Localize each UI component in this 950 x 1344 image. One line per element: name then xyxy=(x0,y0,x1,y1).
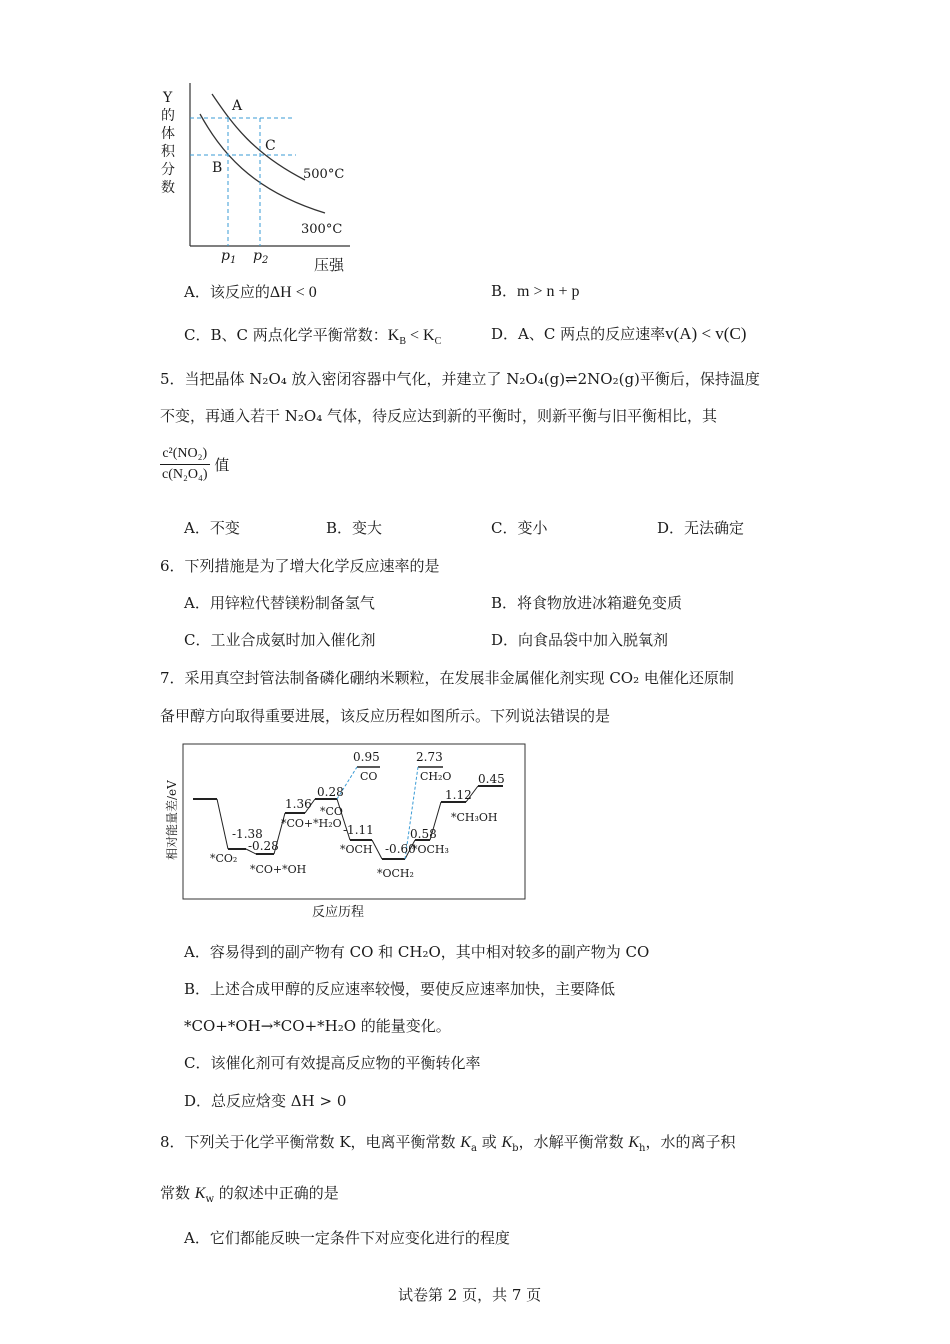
q8-option-a: A．它们都能反映一定条件下对应变化进行的程度 xyxy=(184,1229,510,1247)
point-c-label: C xyxy=(265,138,276,154)
figure-y-vs-pressure xyxy=(150,80,370,275)
tick-p2-label: $p_2$ xyxy=(253,248,269,266)
y-axis-label-6: 数 xyxy=(161,180,175,196)
q4-option-b xyxy=(491,280,580,301)
q5-fraction-denominator: c(N₂O₄) xyxy=(162,467,208,482)
species-co-gas: CO xyxy=(360,770,378,783)
y-axis-label-3: 体 xyxy=(161,126,175,142)
page-footer: 试卷第 2 页，共 7 页 xyxy=(398,1286,542,1304)
species-och2: *OCH₂ xyxy=(377,867,414,880)
energy-value-11: 0.45 xyxy=(478,772,505,786)
q5-option-b: B．变大 xyxy=(326,519,383,537)
energy-value-8: 2.73 xyxy=(416,750,443,764)
energy-y-label: 相对能量差/eV xyxy=(165,780,179,860)
q7-option-b-cont: *CO+*OH→*CO+*H₂O 的能量变化。 xyxy=(184,1017,451,1035)
species-ch2o: CH₂O xyxy=(420,770,452,783)
energy-value-7: -0.60 xyxy=(385,842,416,856)
q5-fraction-suffix: 值 xyxy=(214,456,230,474)
q5-fraction-expression xyxy=(160,446,229,483)
q6-option-c: C．工业合成氨时加入催化剂 xyxy=(184,631,376,649)
q5-stem-line1: 5．当把晶体 N₂O₄ 放入密闭容器中气化，并建立了 N₂O₄(g)⇌2NO₂(g)平衡后，保持温度 xyxy=(160,370,760,388)
q6-option-d: D．向食品袋中加入脱氧剂 xyxy=(491,631,669,649)
energy-value-2: -0.28 xyxy=(248,839,279,853)
curve-500c xyxy=(212,94,305,180)
q4-option-d-text: D．A、C 两点的反应速率 xyxy=(491,325,666,343)
species-co-h2o: *CO+*H₂O xyxy=(281,817,342,830)
q4-option-c-math: $K_B < K_C$ xyxy=(387,327,442,348)
species-ch3oh: *CH₃OH xyxy=(451,811,498,824)
y-axis-label-4: 积 xyxy=(161,144,175,160)
q4-option-a-text: A．该反应的 xyxy=(184,283,270,301)
q6-option-a: A．用锌粒代替镁粉制备氢气 xyxy=(184,594,375,612)
q4-option-d xyxy=(491,323,746,344)
y-axis-label-1: Y xyxy=(163,90,173,106)
energy-x-label: 反应历程 xyxy=(312,905,365,920)
q4-option-c-text: C．B、C 两点化学平衡常数： xyxy=(184,326,388,344)
q7-option-b: B．上述合成甲醇的反应速率较慢，要使反应速率加快，主要降低 xyxy=(184,980,616,998)
q4-option-a-math: ΔH < 0 xyxy=(269,284,317,301)
energy-value-5: 0.95 xyxy=(353,750,380,764)
y-axis-label-2: 的 xyxy=(161,108,175,124)
q4-option-d-math: v(A) < v(C) xyxy=(665,324,747,343)
q5-option-a: A．不变 xyxy=(184,519,240,537)
q5-stem-line2: 不变，再通入若干 N₂O₄ 气体，待反应达到新的平衡时，则新平衡与旧平衡相比，其 xyxy=(160,407,717,425)
q4-option-a xyxy=(184,281,317,302)
q6-option-b: B．将食物放进冰箱避免变质 xyxy=(491,594,683,612)
q7-stem-line1: 7．采用真空封管法制备磷化硼纳米颗粒，在发展非金属催化剂实现 CO₂ 电催化还原制 xyxy=(160,669,734,687)
q7-option-d: D．总反应焓变 ΔH > 0 xyxy=(184,1092,347,1110)
point-b-label: B xyxy=(212,160,223,176)
q4-option-c xyxy=(184,324,441,347)
tick-p1-label: $p_1$ xyxy=(221,248,237,266)
y-axis-label-5: 分 xyxy=(161,162,175,178)
q6-stem: 6．下列措施是为了增大化学反应速率的是 xyxy=(160,557,440,575)
q7-option-a: A．容易得到的副产物有 CO 和 CH₂O，其中相对较多的副产物为 CO xyxy=(184,943,650,961)
q4-option-b-text: B． xyxy=(491,282,518,300)
q7-stem-line2: 备甲醇方向取得重要进展，该反应历程如图所示。下列说法错误的是 xyxy=(160,707,611,725)
species-co-oh: *CO+*OH xyxy=(250,863,307,876)
energy-value-9: 0.58 xyxy=(410,827,437,841)
energy-value-3: 1.36 xyxy=(285,797,312,811)
q5-option-c: C．变小 xyxy=(491,519,548,537)
species-co-adsorbed: *CO xyxy=(320,805,343,818)
curve-300c-label: 300°C xyxy=(301,222,343,237)
species-och: *OCH xyxy=(340,843,373,856)
x-axis-label: 压强 xyxy=(314,256,345,274)
q5-fraction-numerator: c²(NO₂) xyxy=(160,446,210,465)
curve-500c-label: 500°C xyxy=(303,167,345,182)
q5-fraction xyxy=(160,446,210,483)
energy-value-1: -1.38 xyxy=(232,827,263,841)
energy-value-4: 0.28 xyxy=(317,785,344,799)
q4-option-b-math: m > n + p xyxy=(517,283,580,300)
q8-stem-line1: 8．下列关于化学平衡常数 K，电离平衡常数 $K_a$ 或 $K_b$，水解平衡常数 $K_h$，水的离子积 xyxy=(160,1133,736,1154)
q8-stem-line2: 常数 $K_w$ 的叙述中正确的是 xyxy=(160,1184,339,1205)
energy-value-6: -1.11 xyxy=(343,823,374,837)
energy-value-10: 1.12 xyxy=(445,788,472,802)
q5-option-d: D．无法确定 xyxy=(657,519,745,537)
species-och3: *OCH₃ xyxy=(412,843,449,856)
figure-energy-profile xyxy=(160,742,540,924)
q7-option-c: C．该催化剂可有效提高反应物的平衡转化率 xyxy=(184,1054,481,1072)
species-co2: *CO₂ xyxy=(210,852,238,865)
point-a-label: A xyxy=(232,98,243,114)
